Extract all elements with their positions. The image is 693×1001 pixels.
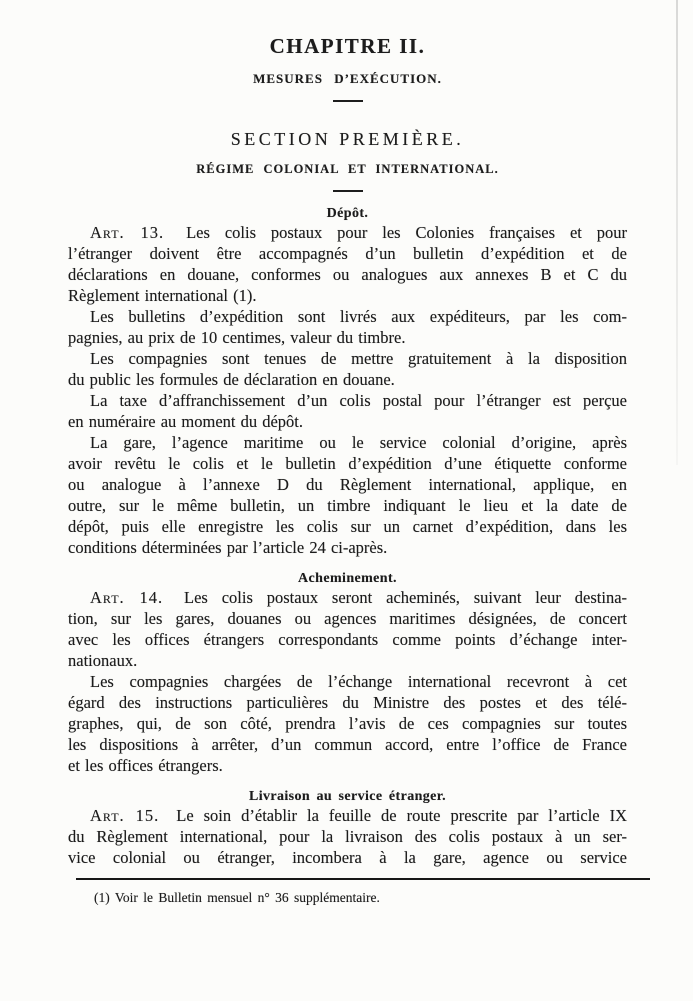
- paragraph: [68, 671, 627, 776]
- line-text: Les colis postaux pour les Colonies françaises et pour: [186, 223, 628, 242]
- section-title: SECTION PREMIÈRE.: [230, 129, 465, 149]
- article-label: Art. 15.: [90, 806, 160, 825]
- separator-rule: [333, 100, 363, 102]
- paragraph: [68, 306, 627, 348]
- chapter-title: CHAPITRE II.: [269, 34, 426, 58]
- paragraph: [68, 348, 627, 390]
- text-line: l’étranger doivent être accompagnés d’un bulletin d’expédition et de: [68, 244, 627, 263]
- text-line: ou analogue à l’annexe D du Règlement international, applique, en: [68, 475, 627, 494]
- text-line: vice colonial ou étranger, incombera à la gare, agence ou service: [68, 848, 627, 867]
- section-heading: Livraison au service étranger.: [248, 789, 447, 804]
- article-label: Art. 13.: [90, 223, 165, 242]
- text-line: les dispositions à arrêter, d’un commun accord, entre l’office de France: [68, 735, 627, 754]
- paragraph: [68, 432, 627, 558]
- text-line: dépôt, puis elle enregistre les colis sur un carnet d’expédition, dans les: [68, 517, 627, 536]
- separator-rule: [333, 190, 363, 192]
- text-line: outre, sur le même bulletin, un timbre indiquant le lieu et la date de: [68, 496, 627, 515]
- document-body: [68, 206, 627, 868]
- text-line: La gare, l’agence maritime ou le service colonial d’origine, après: [90, 433, 627, 452]
- text-line: La taxe d’affranchissement d’un colis postal pour l’étranger est perçue: [90, 391, 627, 410]
- footnote: (1) Voir le Bulletin mensuel n° 36 supplémentaire.: [94, 890, 380, 905]
- paragraph: [68, 805, 627, 868]
- doc-section: [68, 206, 627, 558]
- text-line: nationaux.: [68, 651, 138, 670]
- text-line: déclarations en douane, conformes ou analogues aux annexes B et C du: [68, 265, 627, 284]
- section-heading: Dépôt.: [326, 206, 369, 221]
- line-text: Les colis postaux seront acheminés, suivant leur destina-: [184, 588, 628, 607]
- text-line: avec les offices étrangers correspondants comme points d’échange inter-: [68, 630, 627, 649]
- text-line: [68, 805, 627, 826]
- text-line: avoir revêtu le colis et le bulletin d’expédition d’une étiquette conforme: [68, 454, 627, 473]
- text-line: Les compagnies chargées de l’échange international recevront à cet: [90, 672, 627, 691]
- text-line: du Règlement international, pour la livraison des colis postaux à un ser-: [68, 827, 627, 846]
- doc-section: [68, 571, 627, 776]
- doc-section: [68, 789, 627, 868]
- text-line: pagnies, au prix de 10 centimes, valeur du timbre.: [68, 328, 406, 347]
- text-line: graphes, qui, de son côté, prendra l’avis de ces compagnies sur toutes: [68, 714, 627, 733]
- text-line: tion, sur les gares, douanes ou agences maritimes désignées, de concert: [68, 609, 627, 628]
- section-heading: Acheminement.: [298, 571, 397, 586]
- text-line: en numéraire au moment du dépôt.: [68, 412, 304, 431]
- text-line: [68, 587, 627, 608]
- text-line: Les compagnies sont tenues de mettre gratuitement à la disposition: [90, 349, 627, 368]
- text-line: Les bulletins d’expédition sont livrés aux expéditeurs, par les com-: [90, 307, 627, 326]
- text-line: et les offices étrangers.: [68, 756, 223, 775]
- footnote-rule: [76, 878, 650, 880]
- article-label: Art. 14.: [90, 588, 164, 607]
- chapter-subtitle: MESURES D’EXÉCUTION.: [253, 71, 442, 86]
- section-subtitle: RÉGIME COLONIAL ET INTERNATIONAL.: [196, 162, 499, 176]
- text-line: [68, 222, 627, 243]
- text-line: Règlement international (1).: [68, 286, 257, 305]
- text-line: conditions déterminées par l’article 24 ci-après.: [68, 538, 388, 557]
- text-line: du public les formules de déclaration en douane.: [68, 370, 395, 389]
- paragraph: [68, 390, 627, 432]
- paragraph: [68, 222, 627, 306]
- paragraph: [68, 587, 627, 671]
- page-content: [0, 34, 693, 906]
- line-text: Le soin d’établir la feuille de route prescrite par l’article IX: [176, 806, 627, 825]
- text-line: égard des instructions particulières du Ministre des postes et des télé-: [68, 693, 627, 712]
